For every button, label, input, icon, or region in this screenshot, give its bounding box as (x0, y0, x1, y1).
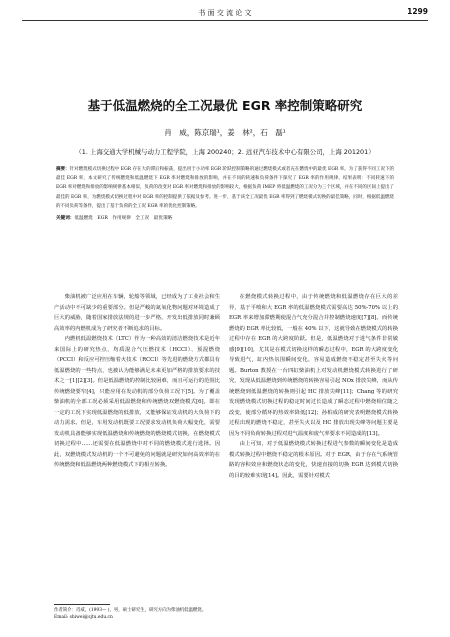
keywords (56, 214, 394, 223)
author-email: Email: shiwei@sjtu.edu.cn (54, 615, 113, 621)
affiliations: （1. 上海交通大学机械与动力工程学院，上海 200240；2. 远亚汽车技术中心有限公司，上海 201201） (75, 148, 375, 156)
abstract-text: 针对燃烧模式切换过程中 EGR 存在大的滞后和振荡，提出用于小功率 EGR 阶跃控制策略的通过燃烧模式或者充在燃烧中的最优 EGR 率。为了获得不同工况下的最佳 EGR 率，本文研究了传统燃烧和低温燃烧下 EGR 率对燃烧和排放的影响，并在不同的转速和负荷条件下探究了 EGR 率的作用规律、结果表明：不同转速下的 EGR 率对燃烧和排放的影响规律基本相似，负荷的改变对 EGR 率对燃烧和排放的影响较大，根据负荷 IMEP 将低温燃烧的工况分为三个区域，并在不同的区间上提出了最佳的 EGR 率，为燃烧模式切换过程中对 EGR 率的控制提供了依据及参考。进一步，基于该全工况最优 EGR 率得到了燃烧模式切换的最佳策略，同时，根据低温燃烧的不同负荷等条件，提出了基于负荷的全工况 EGR 率的优化控制策略。 (56, 167, 394, 209)
body-column-left (54, 292, 220, 471)
journal-section: 书 面 交 流 论 文 (198, 9, 252, 17)
abstract (56, 165, 394, 211)
paper-title: 基于低温燃烧的全工况最优 EGR 率控制策略研究 (87, 98, 363, 113)
page-number: 1299 (407, 7, 428, 16)
footnote-divider (54, 604, 110, 605)
keywords-label: 关键词： (56, 216, 75, 221)
author-list: 肖 威，陈京瑞¹，姜 林²，石 磊¹ (164, 128, 286, 137)
paragraph: 柴油机被广泛应用在车辆，轮船等领域，已经成为了工业社会和生产活动中不可缺少的重要部分。但是严峻的氮氧化物问题对环境造成了巨大的威胁，随着国家排放法规的进一步严格，开发出低排放同时兼顾高效率的内燃机成为了研究者不断追求的目标。 (54, 294, 220, 332)
paragraph: 由上可知，对于低温燃烧模式转换过程进气参数的瞬间变化是造成模式转换过程中燃烧不稳定的根本原因。对于 EGR，由于存在气系统管路的容积效应和燃烧状态的变化，快速直接的切换 EGR 达到模式切换的目的较难实现[14]。因此，需要针对模式 (229, 441, 398, 479)
body-column-right (229, 292, 398, 481)
paragraph: 在燃烧模式转换过程中，由于传统燃烧和低温燃烧存在巨大的差异，基于平喷和大 EGR 率的低温燃烧模式需要高达 50%-70% 以上的 EGR 率来增加滞燃期使混合气充分混合并控制燃烧速度[7][8]。而传统燃烧的 EGR 率比较低，一般在 40% 以下，这就导致在燃烧模式的转换过程中存在 EGR 的大跨度阶跃。但是，低温燃烧对于进气条件非常敏感[9][10]，尤其是在模式切换这样的瞬态过程中，EGR 的大跨度变化导致进气，缸内热氛围瞬间变化，容易造成燃烧不稳定甚至失火等问题。Burton 教授在一台四缸柴油机上对发动机燃烧模式转换进行了研究，发现从低温燃烧到传统燃烧的转换容易引起 NOx 排放尖峰，而从传统燃烧到低温燃烧的转换则引起 HC 排放尖峰[11]；Chang 等的研究发现燃烧模式切换过程的稳定时间过长造成了瞬态过程中燃烧相位随之改变，使部分循环的热效率降低[12]；孙柏成的研究表明燃烧模式转换过程出现的燃烧不稳定，甚至失火以及 HC 排放出现尖峰等问题主要是因为不同负荷转换过程对进气温度和废气率要求不同造成的[13]。 (229, 294, 398, 437)
author-bio: 作者简介：肖威，(1993— )，男，硕士研究生，研究方向为柴油机低温燃烧。 (54, 608, 207, 613)
abstract-label: 摘要： (56, 167, 70, 172)
keywords-text: 低温燃烧 EGR 作用规律 全工况 最优策略 (74, 216, 173, 221)
paragraph: 内燃机低温燃烧技术（LTC）作为一种高效的清洁燃烧技术是近年来国际上的研究热点，均质混合气压燃技术（HCCI）、预混燃烧（PCCI）和反应可控压缩着火技术（RCCI）等先进的燃烧方式都具有低温燃烧的一些特点，也被认为能够满足未来更加严格的排放要求的技术之一[1][2][3]。但是低温燃烧的控制比较困难，而且可运行的范围比传统燃烧要窄[4]，只能应用在发动机的部分负荷工况下[5]。为了覆盖柴油机的全部工况必须采用低温燃烧和传统燃烧双燃烧模式[6]，即在一定的工况下实现低温燃烧的低排放，又能够保证发动机的大负荷下的动力需求。但是，车用发动机既要工况要求发动机负荷大幅变化，需要发动机具备能够实现低温燃烧和传统燃烧的燃烧模式切换，在燃烧模式切换过程中……还需要在低温燃烧中对不同的燃烧模式进行选择。因此，双燃烧模式发动机的一个不可避免的问题就是研究如何高效率的在传统燃烧和低温燃烧两种燃烧模式下的相互转换。 (54, 336, 220, 468)
running-header (22, 6, 428, 21)
footnote (54, 607, 224, 622)
